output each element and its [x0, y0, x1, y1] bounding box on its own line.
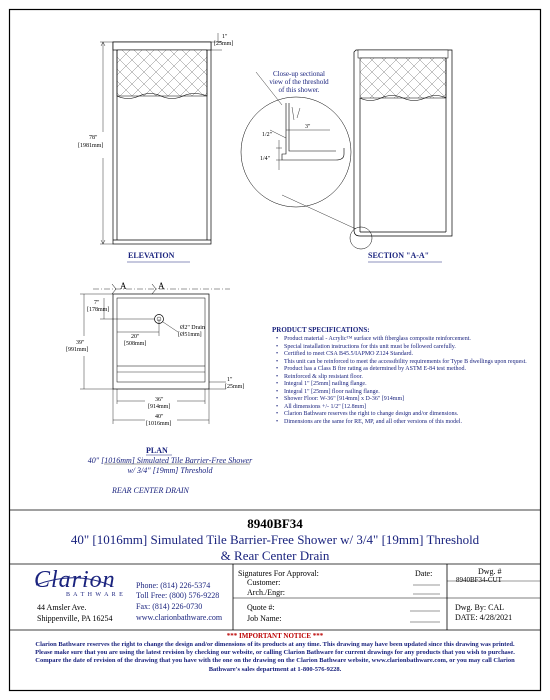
fax: Fax: (814) 226-0730 — [136, 602, 203, 611]
logo-subtitle: B A T H W A R E — [66, 592, 124, 598]
arch-engr-label: Arch./Engr: — [247, 588, 285, 597]
spec-item: • All dimensions +/- 1/2" [12.8mm] — [278, 404, 528, 412]
quote-label: Quote #: — [247, 603, 275, 612]
plan-caption — [60, 456, 280, 476]
spec-item: • Integral 1" [25mm] floor nailing flange. — [278, 389, 528, 397]
plan-note: REAR CENTER DRAIN — [112, 486, 189, 495]
plan-40-dim: 40" — [155, 414, 164, 420]
elev-top-flange-label: 1" — [222, 34, 228, 40]
plan-7-dim: 7" — [94, 300, 100, 306]
spec-item: • Certified to meet CSA B45.5/IAPMO Z124 Standard. — [278, 351, 528, 359]
signatures-label: Signatures For Approval: — [238, 569, 319, 578]
website-link[interactable]: www.clarionbathware.com — [136, 613, 223, 622]
plan-section-marker-a-left: A — [120, 281, 127, 291]
address-line-1: 44 Amsler Ave. — [37, 603, 87, 612]
drawn-by: Dwg. By: CAL — [455, 603, 505, 612]
spec-item: • Product has a Class B fire rating as determined by ASTM E-84 test method. — [278, 366, 528, 374]
closeup-note-line-1: Close-up sectional — [273, 70, 325, 78]
spec-item: • Reinforced & slip resistant floor. — [278, 374, 528, 382]
closeup-note — [244, 70, 354, 94]
address-line-2: Shippenville, PA 16254 — [37, 614, 113, 623]
section-label: SECTION "A-A" — [368, 251, 430, 260]
clarion-logo: Clarion — [34, 567, 116, 593]
notice-heading: *** IMPORTANT NOTICE *** — [226, 632, 324, 640]
plan-36-mm: [914mm] — [148, 404, 171, 410]
spec-item: • Dimensions are the same for RE, MP, and all other versions of this model. — [278, 419, 528, 427]
job-name-label: Job Name: — [247, 614, 282, 623]
plan-20-mm: [508mm] — [124, 341, 147, 347]
plan-caption-line-1: 40" [1016mm] Simulated Tile Barrier-Free Shower — [87, 456, 253, 465]
toll-free: Toll Free: (800) 576-9228 — [136, 591, 220, 600]
plan-39-dim: 39" — [76, 340, 85, 346]
dwg-number: 8940BF34-CUT — [456, 576, 502, 584]
plan-label: PLAN — [146, 446, 168, 455]
plan-7-mm: [178mm] — [87, 307, 110, 313]
plan-section-marker-a-right: A — [158, 281, 165, 291]
model-title — [20, 532, 530, 564]
spec-item: • This unit can be reinforced to meet the accessibility requirements for Type B dwellings upon request. — [278, 359, 528, 367]
threshold-3-dim: 3" — [305, 124, 311, 130]
plan-caption-line-2: w/ 3/4" [19mm] Threshold — [127, 466, 213, 475]
elev-height-label: 78" — [89, 135, 98, 141]
plan-39-mm: [991mm] — [66, 347, 89, 353]
phone: Phone: (814) 226-5374 — [136, 581, 211, 590]
spec-list — [272, 336, 528, 426]
model-title-line-2: & Rear Center Drain — [220, 548, 330, 563]
threshold-quarter-dim: 1/4" — [260, 156, 271, 162]
plan-20-dim: 20" — [131, 334, 140, 340]
elev-top-flange-mm: [25mm] — [214, 41, 234, 47]
plan-36-dim: 36" — [155, 397, 164, 403]
spec-item: • Clarion Bathware reserves the right to change design and/or dimensions. — [278, 411, 528, 419]
customer-label: Customer: — [247, 578, 281, 587]
spec-item: • Shower Floor: W-36" [914mm] x D-36" [914mm] — [278, 396, 528, 404]
spec-item: • Integral 1" [25mm] nailing flange. — [278, 381, 528, 389]
spec-item: • Product material - Acrylic™ surface with fiberglass composite reinforcement. — [278, 336, 528, 344]
dwg-number-label: Dwg. # — [478, 567, 502, 576]
elevation-view — [100, 33, 222, 244]
drain-label: Ø2" Drain — [180, 325, 205, 331]
threshold-half-dim: 1/2" — [262, 132, 273, 138]
elevation-label: ELEVATION — [128, 251, 175, 260]
elev-height-mm: [1981mm] — [78, 143, 104, 149]
spec-heading: PRODUCT SPECIFICATIONS: — [272, 326, 370, 334]
spec-item: • Special installation instructions for this unit must be followed carefully. — [278, 344, 528, 352]
model-title-line-1: 40" [1016mm] Simulated Tile Barrier-Free Shower w/ 3/4" [19mm] Threshold — [70, 532, 480, 547]
drawing-date: DATE: 4/28/2021 — [455, 613, 513, 622]
plan-40-mm: [1016mm] — [146, 421, 172, 427]
notice-body: Clarion Bathware reserves the right to change the design and/or dimensions of its products at any time. This drawing may have been updated since this drawing was printed. Please make sure that you are using the latest revision by checking our website, or calling Clarion Bathware for current drawings for any products that you wish to purchase. Compare the date of revision of the drawing that you have with the one on the drawing on the Clarion Bathware website, www.clarionbathware.com, or you may call Clarion Bathware's sales department at 1-800-576-9228. — [35, 641, 515, 673]
closeup-note-line-3: of this shower. — [278, 86, 320, 94]
date-label: Date: — [415, 569, 433, 578]
model-code: 8940BF34 — [247, 516, 303, 531]
drain-mm: [Ø51mm] — [178, 332, 202, 338]
closeup-note-line-2: view of the threshold — [269, 78, 329, 86]
plan-1-mm: [25mm] — [225, 384, 245, 390]
plan-1-dim: 1" — [227, 377, 233, 383]
